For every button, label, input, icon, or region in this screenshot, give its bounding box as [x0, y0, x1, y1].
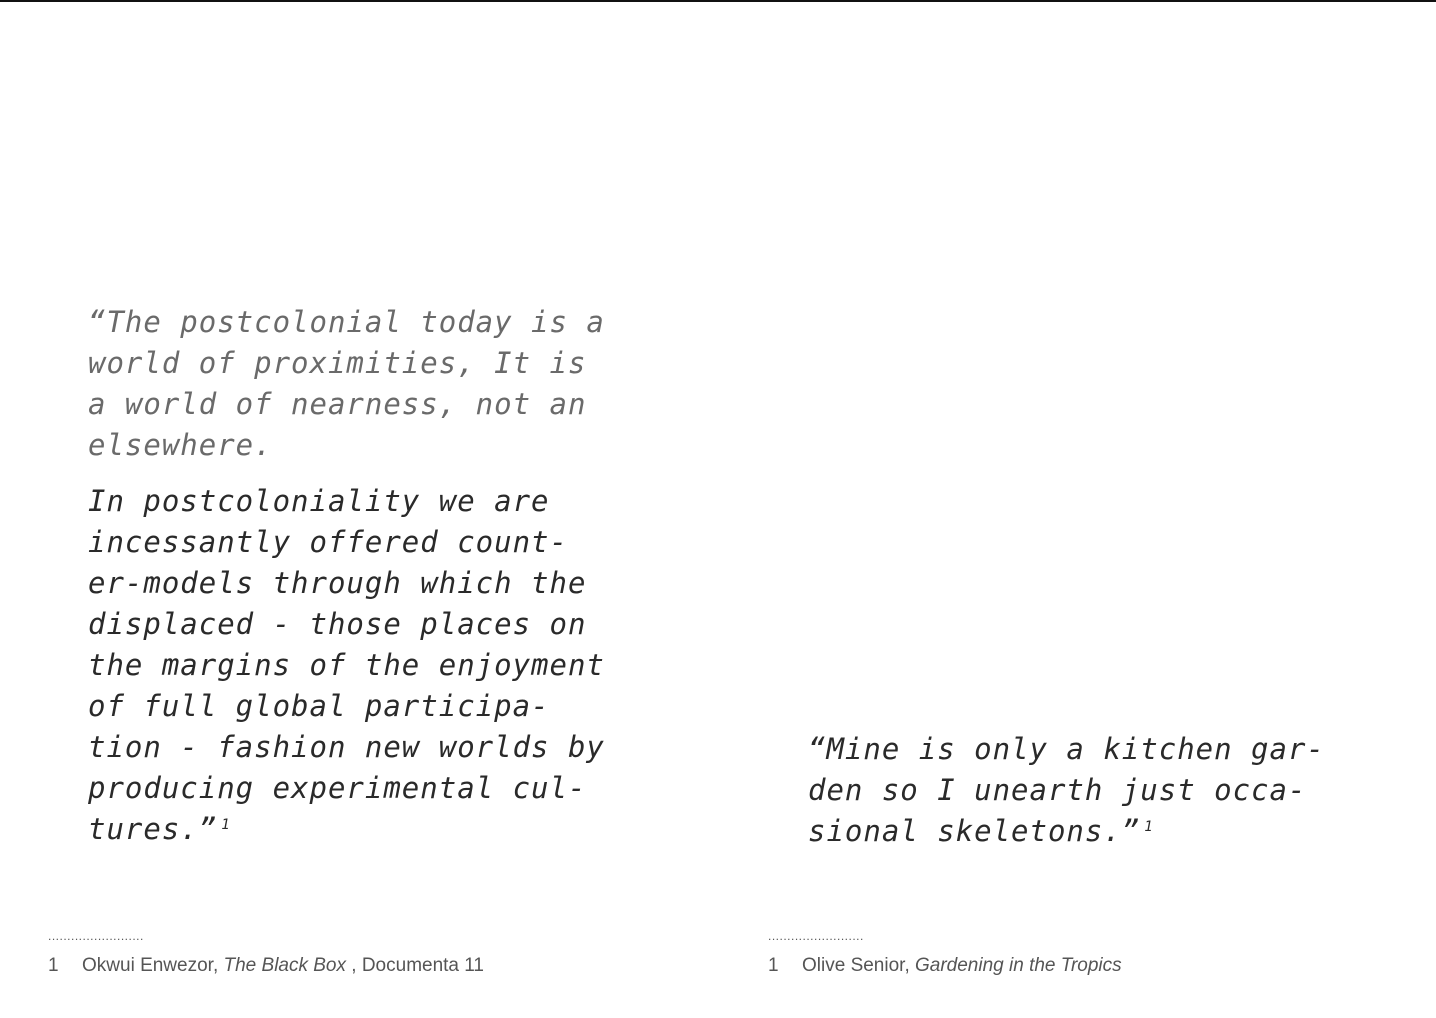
senior-quote-text: “Mine is only a kitchen gar- den so I unearth just occa- sional skeletons.”	[808, 732, 1325, 848]
senior-footnote-line	[768, 954, 1122, 978]
enwezor-quote-paragraph-2	[88, 481, 632, 850]
footnote-number: 1	[48, 955, 59, 976]
footnote-author: Okwui Enwezor,	[82, 955, 224, 976]
enwezor-quote-paragraph-2-text: In postcoloniality we are incessantly offered count- er-models through which the displaced - those places on the margins of the enjoyment of full global participa- tion - fashion new worlds by producing experimental cul- tures.”	[88, 484, 605, 846]
senior-footnote-marker: 1	[1144, 819, 1154, 835]
footnote-divider-left: .........................	[48, 929, 144, 943]
footnote-title: Gardening in the Tropics	[915, 955, 1122, 976]
enwezor-quote-paragraph-1-text: “The postcolonial today is a world of proximities, It is a world of nearness, not an elsewhere.	[88, 305, 605, 462]
enwezor-footnote-marker: 1	[221, 817, 231, 833]
footnote-author: Olive Senior,	[802, 955, 915, 976]
enwezor-quote-paragraph-1	[88, 302, 632, 466]
footnote-source: , Documenta 11	[346, 955, 485, 976]
senior-footnote	[768, 930, 1122, 978]
enwezor-quote-block	[88, 302, 632, 850]
footnote-number: 1	[768, 955, 779, 976]
footnote-divider-right: .........................	[768, 929, 864, 943]
enwezor-footnote-line	[48, 954, 484, 978]
top-rule	[0, 0, 1436, 2]
footnote-title: The Black Box	[223, 955, 346, 976]
senior-quote-block	[808, 729, 1352, 852]
enwezor-footnote	[48, 930, 484, 978]
senior-quote	[808, 729, 1352, 852]
